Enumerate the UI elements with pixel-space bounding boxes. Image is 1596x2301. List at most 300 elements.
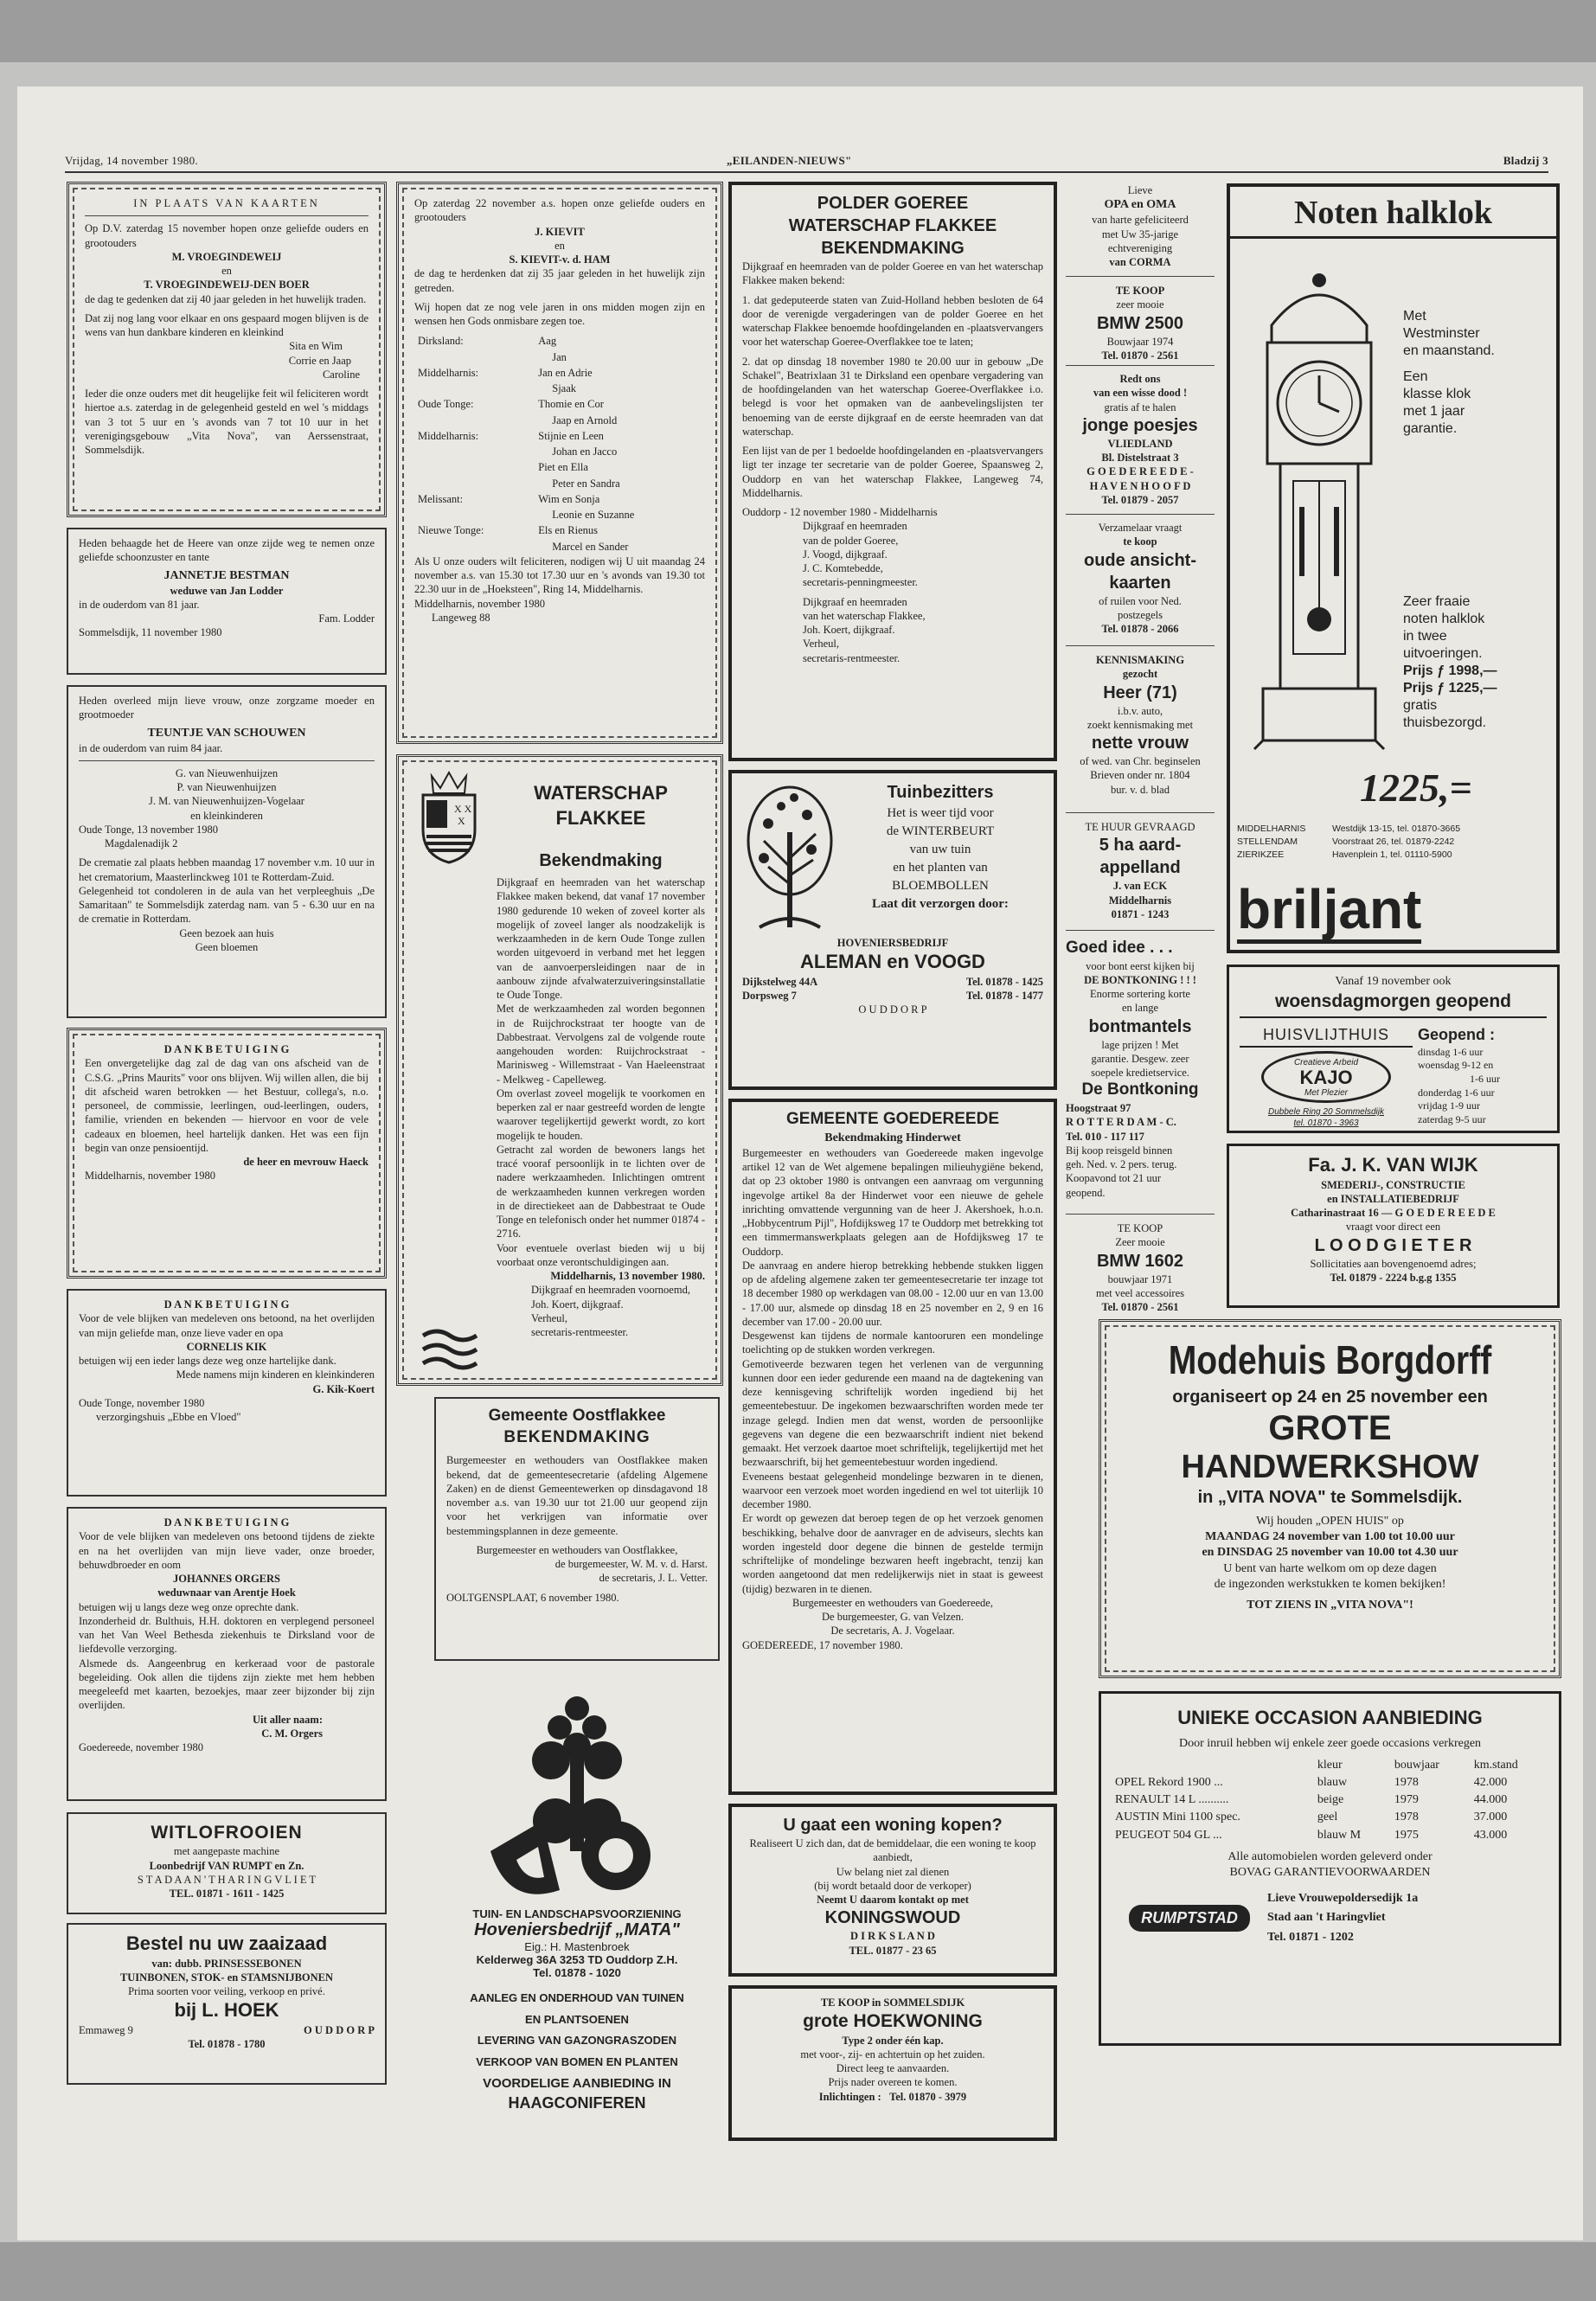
ad-place: O U D D O R P: [858, 1003, 927, 1016]
text-cell: 43.000: [1473, 1828, 1508, 1842]
ad-signature: J. C. Komtebedde,: [803, 562, 883, 574]
ad-place: verzorgingshuis „Ebbe en Vloed": [96, 1411, 241, 1423]
ad-title: appelland: [1099, 858, 1181, 878]
ad-text: Met de werkzaamheden zal worden begonnen in de Ruijchrockstraat ter hoogte van de Dabbestraat. Vervolgens zal de volgende route aangehouden worden: Ruijchrockstraat - Marinisweg - Willemstraat - Van Haeleenstraat - Melkweg - Capelleweg.: [497, 1003, 705, 1086]
ad-title: U gaat een woning kopen?: [783, 1816, 1003, 1835]
text-cell: [1112, 1757, 1314, 1774]
text-cell: 44.000: [1473, 1793, 1508, 1807]
ad-text: Een: [1403, 369, 1428, 384]
ad-name: JANNETJE BESTMAN: [163, 568, 290, 582]
ad-text: Burgemeester en wethouders van Goedereede maken ingevolge artikel 12 van de Wet algemene bepalingen milieuhygiëne bekend, dat op 23 oktober 1980 is ontvangen een aanvraag om vergunning ingevolge artikel 8a der Hinderwet voor een nieuwe de gehele inrichting omvattende vergunning van de heer J. Akershoek, h.o.n. „Hobbycentrum Pijl", Hofdijksweg 17 te Ouddorp met betrekking tot een timmermanswerkplaats gelegen aan de Hofdijksweg 17 te Ouddorp.: [742, 1146, 1043, 1258]
text-cell: Middelharnis:: [418, 366, 479, 379]
ad-signature: Dijkgraaf en heemraden: [803, 520, 907, 533]
ad-noten-halklok: [1227, 183, 1560, 953]
ad-phone: Tel. 01879 - 2224 b.g.g 1355: [1330, 1271, 1457, 1284]
ad-phone: TEL. 01871 - 1611 - 1425: [169, 1888, 285, 1900]
ad-text: Alle automobielen worden geleverd onder: [1227, 1849, 1433, 1863]
text-cell: geel: [1317, 1811, 1338, 1824]
ad-signature: secretaris-rentmeester.: [531, 1326, 629, 1339]
ad-text: 1. dat gedeputeerde staten van Zuid-Holland hebben besloten de 64 door de verenigde vergaderingen van de polder Goeree en het waterschap Flakkee benoemde hoofdingelanden en -plaatsvervangers voor het waterschap Goeree-Overflakkee toe te laten;: [742, 293, 1043, 349]
ad-dankbetuiging-orgers: [67, 1507, 387, 1801]
ad-text: Als U onze ouders wilt feliciteren, nodigen wij U uit maandag 24 november a.s. van 15.30 tot 17.30 uur en 's avonds van 19.30 tot 22.30 uur in de „Hoeksteen", Ring 14, Middelharnis.: [414, 554, 705, 596]
ad-text: soepele kredietservice.: [1091, 1067, 1189, 1080]
ad-title: nette vrouw: [1091, 734, 1189, 753]
ad-text: Vanaf 19 november ook: [1335, 975, 1452, 988]
ad-witlofrooien: [67, 1812, 387, 1914]
text-cell: Nieuwe Tonge:: [418, 524, 484, 537]
ad-place: R O T T E R D A M - C.: [1066, 1116, 1176, 1129]
ad-signature: Joh. Koert, dijkgraaf.: [803, 624, 895, 636]
ad-title: TE HUUR GEVRAAGD: [1085, 821, 1195, 833]
ad-modehuis-borgdorff: [1099, 1319, 1561, 1678]
ad-text: gezocht: [1122, 668, 1158, 681]
text-cell: 1978: [1394, 1775, 1419, 1789]
ad-text: Ieder die onze ouders met dit heugelijke feit wil feliciteren wordt hiertoe a.s. zaterdag in de gelegenheid gesteld en wel 's middags van 3 tot 5 uur en 's avonds van 7 tot 10 uur in het verenigingsgebouw „Vita Nova", van Aerssenstraat, Sommelsdijk.: [85, 388, 369, 456]
ad-phone: Tel. 01878 - 2066: [1101, 623, 1179, 635]
ad-text: Desgewenst kan tijdens de normale kantooruren een mondelinge toelichting op de stukken worden verkregen.: [742, 1330, 1043, 1356]
table-row: [1112, 1791, 1548, 1809]
svg-text:X: X: [458, 815, 465, 827]
ad-text: betuigen wij u langs deze weg onze oprechte dank.: [79, 1600, 299, 1613]
ad-text: BOVAG GARANTIEVOORWAARDEN: [1229, 1865, 1431, 1879]
text-cell: blauw: [1317, 1775, 1348, 1789]
ad-signature: Corrie en Jaap: [288, 354, 351, 367]
coat-of-arms-icon: [414, 769, 484, 864]
ad-text: zoekt kennismaking met: [1086, 718, 1194, 731]
text-cell: km.stand: [1473, 1758, 1518, 1772]
ad-text: thuisbezorgd.: [1403, 715, 1487, 730]
ad-title: WATERSCHAP FLAKKEE: [788, 216, 997, 235]
ad-waterschap-flakkee: [396, 754, 723, 1386]
text-cell: [414, 444, 535, 459]
ad-address: Bl. Distelstraat 3: [1101, 452, 1179, 464]
ad-title: WATERSCHAP: [534, 782, 668, 804]
ad-title: Hoveniersbedrijf „MATA": [474, 1920, 680, 1939]
header-page: Bladzij 3: [1503, 154, 1548, 167]
ad-place: GOEDEREEDE, 17 november 1980.: [742, 1638, 903, 1651]
text-cell: 1978: [1394, 1811, 1419, 1824]
ad-signature: van de polder Goeree,: [803, 534, 899, 547]
ad-text: Laat dit verzorgen door:: [872, 897, 1009, 911]
ad-text: Op D.V. zaterdag 15 november hopen onze geliefde ouders en grootouders: [85, 222, 369, 249]
newspaper-page: [17, 87, 1583, 2240]
text-cell: Wim en Sonja: [538, 492, 600, 505]
ad-place: Stad aan 't Haringvliet: [1267, 1911, 1386, 1925]
ad-title: Heer (71): [1103, 683, 1177, 702]
header-date: Vrijdag, 14 november 1980.: [65, 154, 198, 167]
ad-text: Om overlast zoveel mogelijk te voorkomen en beperken zal er naar gestreefd worden de lengte waarover tegelijkertijd gewerkt wordt, zo kort mogelijk te houden.: [497, 1086, 705, 1142]
ad-title: KENNISMAKING: [1095, 654, 1185, 666]
ad-title: L O O D G I E T E R: [1314, 1235, 1472, 1255]
ad-van-schouwen: [67, 685, 387, 1018]
ad-text: S T A D A A N ' T H A R I N G V L I E T: [137, 1873, 317, 1886]
ad-place: O U D D O R P: [304, 2023, 375, 2036]
ad-text: weduwnaar van Arentje Hoek: [157, 1586, 296, 1599]
ad-text: van harte gefeliciteerd: [1092, 214, 1189, 227]
ad-name: T. VROEGINDEWEIJ-DEN BOER: [144, 279, 310, 292]
header-paper: „EILANDEN-NIEUWS": [727, 154, 852, 167]
ad-place: D I R K S L A N D: [850, 1930, 935, 1943]
ad-text: BLOEMBOLLEN: [892, 879, 989, 893]
ad-text: in „VITA NOVA" te Sommelsdijk.: [1197, 1488, 1463, 1507]
ad-van-wijk: [1227, 1144, 1560, 1308]
ad-text: geh. Ned. v. 2 pers. terug.: [1066, 1158, 1177, 1171]
ad-text: geopend.: [1066, 1186, 1106, 1199]
ad-text: en lange: [1122, 1002, 1158, 1015]
ad-text: Direct leeg te aanvaarden.: [836, 2062, 950, 2075]
ad-place: Oude Tonge, november 1980: [79, 1396, 205, 1409]
ad-signature: de heer en mevrouw Haeck: [243, 1156, 369, 1168]
ad-address: Dijkstelweg 44A: [742, 975, 818, 988]
ad-text: Koopavond tot 21 uur: [1066, 1172, 1162, 1185]
ad-title: TE KOOP: [1115, 285, 1165, 297]
ad-title: POLDER GOEREE: [817, 194, 969, 213]
ad-signature: G. Kik-Koert: [312, 1382, 375, 1395]
ad-text: Op zaterdag 22 november a.s. hopen onze geliefde ouders en grootouders: [414, 197, 705, 224]
ad-text: De aanvraag en andere hierop betrekking hebbende stukken liggen op de afdeling algemene zaken ter gemeentesecretarie ter inzage tot 18 december 1980 op werkdagen van 08.00 - 12.00 uur en van 13.00 - 17.00 uur, alsmede op dinsdag 18 en 25 november en 2, 9 en 16 december van 17.00 - 20.00 uur.: [742, 1259, 1043, 1328]
ad-title: D A N K B E T U I G I N G: [163, 1043, 290, 1055]
ad-text: echtvereniging: [1107, 241, 1173, 254]
ad-company: De Bontkoning: [1081, 1080, 1199, 1099]
ad-text: TUIN- EN LANDSCHAPSVOORZIENING: [472, 1907, 682, 1920]
ad-kievit: [396, 182, 723, 744]
ad-text: MAANDAG 24 november van 1.00 tot 10.00 uur: [1205, 1530, 1455, 1544]
text-cell: 42.000: [1473, 1775, 1508, 1789]
ad-dankbetuiging-kik: [67, 1289, 387, 1497]
text-cell: kleur: [1317, 1758, 1343, 1772]
ad-text: U bent van harte welkom om op deze dagen: [1223, 1561, 1437, 1575]
ad-place: H A V E N H O O F D: [1089, 479, 1191, 492]
ad-text: de ingezonden werkstukken te komen bekijken!: [1214, 1577, 1446, 1591]
text-cell: Stijnie en Leen: [538, 429, 604, 442]
ad-text: Bij koop reisgeld binnen: [1066, 1144, 1173, 1157]
ad-signature: C. M. Orgers: [261, 1727, 323, 1740]
ad-place: Oude Tonge, 13 november 1980: [79, 823, 219, 836]
ad-text: betuigen wij een ieder langs deze weg onze hartelijke dank.: [79, 1355, 337, 1367]
ad-address: Kelderweg 36A 3253 TD Ouddorp Z.H.: [476, 1953, 678, 1966]
text-cell: 1975: [1394, 1828, 1419, 1842]
ad-text: met aangepaste machine: [173, 1845, 280, 1858]
ad-text: Eig.: H. Mastenbroek: [524, 1940, 630, 1953]
ad-text: zeer mooie: [1116, 298, 1164, 311]
text-cell: beige: [1317, 1793, 1344, 1807]
ad-text: en: [554, 239, 565, 252]
ad-title: HANDWERKSHOW: [1181, 1449, 1479, 1485]
ad-title: TE KOOP: [1117, 1222, 1163, 1234]
ad-place: OOLTGENSPLAAT, 6 november 1980.: [446, 1591, 619, 1604]
ad-price: Prijs ƒ 1998,—: [1403, 663, 1497, 678]
ad-text: Door inruil hebben wij enkele zeer goede occasions verkregen: [1178, 1736, 1482, 1750]
table-row: [1112, 1827, 1548, 1844]
ad-text: van uw tuin: [909, 843, 971, 856]
ad-text: (bij wordt betaald door de verkoper): [814, 1879, 971, 1892]
ad-text: garantie. Desgew. zeer: [1091, 1052, 1189, 1065]
ad-poesjes: [1066, 372, 1215, 515]
ad-text: LEVERING VAN GAZONGRASZODEN: [477, 2034, 677, 2048]
ad-phone: TEL. 01877 - 23 65: [849, 1944, 937, 1957]
ad-place: Sommelsdijk, 11 november 1980: [79, 626, 222, 639]
ad-name: J. van ECK: [1112, 880, 1168, 893]
ad-address: Emmaweg 9: [79, 2023, 133, 2036]
ad-text: Gelegenheid tot condoleren in de aula van het verpleeghuis „De Samaritaan" te Sommelsdijk zaterdag nam. van 5 - 6.30 uur en na de crematie in Rotterdam.: [79, 884, 375, 926]
ad-text: en DINSDAG 25 november van 10.00 tot 4.30 uur: [1202, 1546, 1458, 1560]
ad-title: Redt ons: [1119, 373, 1161, 385]
ad-address: Dubbele Ring 20 Sommelsdijk: [1268, 1106, 1384, 1117]
ad-phone: Tel. 01870 - 3979: [889, 2090, 967, 2103]
ad-text: Voor eventuele overlast bieden wij u bij voorbaat onze verontschuldigingen aan.: [497, 1241, 705, 1268]
ad-text: en INSTALLATIEBEDRIJF: [1327, 1192, 1459, 1205]
ad-text: en maanstand.: [1403, 343, 1495, 358]
ad-phone: Tel. 01878 - 1425: [965, 975, 1043, 988]
ad-text: met 1 jaar: [1403, 404, 1465, 419]
ad-signature: en kleinkinderen: [190, 809, 263, 822]
ad-text: met voor-, zij- en achtertuin op het zuiden.: [800, 2048, 985, 2061]
ad-name: S. KIEVIT-v. d. HAM: [509, 253, 611, 266]
ad-text: Loonbedrijf VAN RUMPT en Zn.: [149, 1859, 304, 1872]
ad-text: en: [221, 265, 232, 277]
ad-text: Dat zij nog lang voor elkaar en ons gespaard mogen blijven is de wens van hun dankbare kinderen en kleinkind: [85, 311, 369, 338]
ad-tuinbezitters: [728, 770, 1057, 1090]
ad-company: ALEMAN en VOOGD: [800, 951, 985, 973]
ad-text: Prima soorten voor veiling, verkoop en privé.: [128, 1985, 325, 1998]
ad-title: D A N K B E T U I G I N G: [163, 1516, 290, 1529]
ad-text: in de ouderdom van 81 jaar.: [79, 598, 200, 611]
ad-text: Het is weer tijd voor: [887, 806, 994, 820]
ad-phone: Tel. 01870 - 2561: [1101, 349, 1179, 362]
ad-title: woensdagmorgen geopend: [1240, 990, 1547, 1018]
shop-logo-text: KAJO: [1299, 1066, 1353, 1088]
ad-title: WITLOFROOIEN: [151, 1823, 303, 1843]
ad-text: TOT ZIENS IN „VITA NOVA"!: [1247, 1598, 1413, 1612]
ad-text: Wij hopen dat ze nog vele jaren in ons midden mogen zijn en wensen hen Gods onmisbare zegen toe.: [414, 300, 705, 327]
ad-aardappelland: [1066, 820, 1215, 931]
ad-text: vraagt voor direct een: [1345, 1221, 1441, 1234]
occasion-table: [1112, 1757, 1548, 1844]
ad-signature: de burgemeester, W. M. v. d. Harst.: [554, 1558, 708, 1571]
ad-text: de dag te herdenken dat zij 35 jaar geleden in het huwelijk zijn getreden.: [414, 267, 705, 294]
ad-text: Heden behaagde het de Heere van onze zijde weg te nemen onze geliefde schoonzuster en tante: [79, 537, 375, 564]
ad-text: met Uw 35-jarige: [1101, 228, 1179, 240]
ad-text: Dijkgraaf en heemraden van het waterschap Flakkee maken bekend, dat vanaf 17 november 1980 gedurende 10 weken of zoveel korter als mogelijk of zoveel langer als noodzakelijk is werkzaamheden in de kern Oude Tonge zullen worden uitgevoerd in verband met het leggen van de aanvoerpersleidingen naar de in aanbouw zijnde afvalwaterzuiveringsinstallatie te Oude Tonge.: [497, 876, 705, 1002]
ad-signature: Sita en Wim: [289, 340, 343, 353]
text-cell: [414, 539, 535, 554]
text-cell: Peter en Sandra: [552, 477, 620, 490]
ad-signature: P. van Nieuwenhuijzen: [176, 781, 277, 794]
ad-text: HAAGCONIFEREN: [508, 2093, 646, 2112]
ad-bmw-1602: [1066, 1221, 1215, 1324]
ad-title: oude ansicht-: [1083, 550, 1196, 570]
ad-title: Geopend :: [1418, 1026, 1495, 1044]
ad-title: BMW 2500: [1096, 313, 1184, 333]
ad-phone: tel. 01870 - 3963: [1293, 1118, 1359, 1128]
ad-phone: Tel. 01878 - 1477: [965, 990, 1043, 1003]
table-row: [1112, 1774, 1548, 1791]
text-cell: Aag: [538, 335, 557, 348]
ad-text: Zeer fraaie: [1403, 594, 1471, 609]
waves-icon: [420, 1325, 480, 1377]
ad-signature: secretaris-penningmeester.: [803, 576, 918, 589]
ad-text: 2. dat op dinsdag 18 november 1980 te 20.00 uur in gebouw „De Schakel", Beatrixlaan 31 te Dirksland een openbare vergadering van de hoofdingelanden van het waterschap Goeree-Overflakkee i.o. belegd is voor het opmaken van de aanbevelingslijsten ter benoeming van de eerste dijkgraaf en de eerste heemraden van dat waterschap.: [742, 355, 1043, 438]
ad-text: Eveneens bestaat gelegenheid mondelinge bezwaren in te dienen, waarvoor een verzoek moet worden ingediend en wel tot uiterlijk 10 december 1980.: [742, 1470, 1043, 1511]
ad-text: bur. v. d. blad: [1111, 783, 1170, 796]
ad-signature: van CORMA: [1109, 256, 1171, 269]
ad-title: IN PLAATS VAN KAARTEN: [133, 197, 320, 209]
ad-text: de dag te gedenken dat zij 40 jaar geleden in het huwelijk traden.: [85, 292, 367, 305]
ad-title: TE KOOP in SOMMELSDIJK: [820, 1997, 965, 2009]
ad-text: weduwe van Jan Lodder: [170, 584, 284, 597]
ad-text: Inlichtingen :: [818, 2090, 881, 2103]
text-cell: Jan en Adrie: [538, 366, 593, 379]
ad-text: van een wisse dood !: [1093, 387, 1188, 400]
ad-signature: De secretaris, A. J. Vogelaar.: [830, 1625, 955, 1638]
rumptstad-logo: RUMPTSTAD: [1129, 1905, 1250, 1932]
ad-signature: De burgemeester, G. van Velzen.: [822, 1611, 964, 1624]
ad-title: GEMEENTE GOEDEREEDE: [786, 1110, 999, 1128]
text-cell: PEUGEOT 504 GL ...: [1115, 1828, 1222, 1842]
ad-text: te koop: [1123, 535, 1157, 548]
text-cell: RENAULT 14 L ..........: [1115, 1793, 1229, 1807]
text-cell: Piet en Ella: [538, 461, 588, 474]
text-cell: Marcel en Sander: [552, 540, 629, 553]
ad-address: Hoogstraat 97: [1066, 1102, 1131, 1115]
ad-title: Modehuis Borgdorff: [1168, 1337, 1492, 1382]
text-cell: Middelharnis:: [418, 429, 479, 442]
ad-address: Langeweg 88: [432, 611, 490, 624]
ad-text: Realiseert U zich dan, dat de bemiddelaar, die een woning te koop aanbiedt,: [749, 1837, 1036, 1864]
ad-bmw-2500: [1066, 284, 1215, 366]
text-cell: [414, 349, 535, 365]
text-cell: [414, 381, 535, 396]
ad-text: Voor de vele blijken van medeleven ons betoond tijdens de ziekte en na het overlijden van mijn lieve vader, onze broeder, behuwdbroeder en oom: [79, 1530, 375, 1571]
ad-huisvlijthuis: [1227, 965, 1560, 1133]
ad-polder-goeree: [728, 182, 1057, 761]
ad-text: Mede namens mijn kinderen en kleinkinderen: [176, 1368, 375, 1381]
ad-text: gratis: [1403, 698, 1438, 713]
text-cell: Melissant:: [418, 492, 464, 505]
tree-icon: [742, 780, 837, 936]
ad-place: Ouddorp - 12 november 1980 - Middelharnis: [742, 506, 938, 518]
store-address: Voorstraat 26, tel. 01879-2242: [1332, 836, 1455, 848]
text-cell: Leonie en Suzanne: [552, 509, 635, 521]
ad-text: bouwjaar 1971: [1107, 1272, 1173, 1285]
ad-title: Tuinbezitters: [887, 783, 994, 802]
opening-hours: vrijdag 1-9 uur: [1418, 1099, 1480, 1112]
brand-logo: briljant: [1237, 879, 1421, 944]
ad-text: noten halklok: [1403, 612, 1485, 626]
ad-subtitle: Bekendmaking: [539, 851, 663, 871]
ad-text: of wed. van Chr. beginselen: [1080, 755, 1201, 767]
ad-text: postzegels: [1117, 608, 1163, 621]
ad-text: Zeer mooie: [1115, 1236, 1165, 1249]
ad-text: Enorme sortering korte: [1090, 988, 1190, 1001]
ad-text: Burgemeester en wethouders van Goedereede,: [792, 1596, 993, 1609]
ad-signature: J. M. van Nieuwenhuijzen-Vogelaar: [149, 795, 304, 808]
ad-title: OPA en OMA: [1104, 198, 1176, 212]
ad-title: jonge poesjes: [1082, 415, 1198, 435]
ad-text: Westminster: [1403, 326, 1480, 341]
ad-text: DE BONTKONING ! ! !: [1084, 973, 1196, 986]
cloverleaf-logo-icon: [465, 1674, 689, 1907]
ad-phone: Tel. 01879 - 2057: [1101, 493, 1179, 506]
ad-place: Middelharnis, november 1980: [414, 597, 546, 610]
ad-signature: G. van Nieuwenhuijzen: [175, 766, 279, 779]
ad-zaaizaad: [67, 1923, 387, 2085]
ad-title: D A N K B E T U I G I N G: [163, 1298, 290, 1311]
ad-text: Met: [1403, 309, 1426, 324]
ad-title: 5 ha aard-: [1099, 836, 1182, 856]
ad-place: Middelharnis, 13 november 1980.: [550, 1270, 705, 1283]
ad-text: Verzamelaar vraagt: [1098, 522, 1183, 534]
ad-text: Uit aller naam:: [252, 1713, 323, 1726]
ad-name: VLIEDLAND: [1107, 437, 1173, 450]
ad-text: Inzonderheid dr. Bulthuis, H.H. doktoren en verplegend personeel van het Van Weel Bethesda ziekenhuis te Dirksland voor de liefdevolle verzorging.: [79, 1614, 375, 1656]
ad-title: BMW 1602: [1096, 1251, 1184, 1271]
ad-vroegindeweij: [67, 182, 387, 517]
text-cell: bouwjaar: [1394, 1758, 1439, 1772]
ad-name: J. KIEVIT: [535, 225, 585, 238]
ad-signature: de secretaris, J. L. Vetter.: [599, 1572, 708, 1585]
ad-signature: Caroline: [322, 368, 360, 381]
ad-place: Magdalenadijk 2: [105, 837, 178, 850]
text-cell: AUSTIN Mini 1100 spec.: [1115, 1811, 1240, 1824]
header-rule: [65, 171, 1548, 173]
ad-text: Uw belang niet zal dienen: [836, 1865, 950, 1878]
ad-text: lage prijzen ! Met: [1101, 1038, 1179, 1051]
opening-hours: 1-6 uur: [1470, 1073, 1500, 1086]
ad-text: TUINBONEN, STOK- en STAMSNIJBONEN: [119, 1971, 334, 1984]
ad-text: Sollicitaties aan bovengenoemd adres;: [1310, 1257, 1477, 1270]
table-row: [1112, 1809, 1548, 1826]
shop-logo-text: Met Plezier: [1304, 1087, 1348, 1098]
ad-title: kaarten: [1109, 573, 1171, 593]
ad-text: met veel accessoires: [1095, 1286, 1185, 1299]
ad-signature: Dijkgraaf en heemraden voornoemd,: [531, 1284, 690, 1297]
ad-subtitle: BEKENDMAKING: [821, 239, 965, 258]
ad-address: Catharinastraat 16 — G O E D E R E E D E: [1291, 1207, 1496, 1220]
ad-place: Goedereede, november 1980: [79, 1741, 204, 1753]
ad-title: Fa. J. K. VAN WIJK: [1308, 1154, 1478, 1176]
ad-title: bontmantels: [1088, 1016, 1192, 1036]
ad-name: CORNELIS KIK: [186, 1340, 267, 1353]
ad-phone: Tel. 01870 - 2561: [1101, 1301, 1179, 1313]
ad-phone: Tel. 01878 - 1020: [533, 1966, 621, 1979]
ad-place: Middelharnis: [1108, 894, 1172, 907]
text-cell: Johan en Jacco: [552, 445, 618, 458]
text-cell: 1979: [1394, 1793, 1419, 1807]
ad-text: VERKOOP VAN BOMEN EN PLANTEN: [476, 2055, 678, 2069]
ad-dankbetuiging-haeck: [67, 1028, 387, 1279]
ad-text: Voor de vele blijken van medeleven ons betoond, na het overlijden van mijn geliefde man, onze lieve vader en opa: [79, 1312, 375, 1339]
ad-text: en het planten van: [893, 861, 988, 875]
ad-text: Gemotiveerde bezwaren tegen het verlenen van de vergunning kunnen door een ieder gedurende een maand na de dagtekening van deze kennisgeving schriftelijk worden ingediend bij het gemeentebestuur. De ingekomen bezwaarschriften worden mede ter inzage gelegd. Indien men dat wenst, worden de persoonlijke gegevens van degene die een bezwaarschrift indient niet bekend gemaakt. Het verzoek daartoe moet schriftelijk, tegelijkertijd met het bezwaarschrift, bij het gemeentebestuur worden ingediend.: [742, 1357, 1043, 1469]
ad-text: Burgemeester en wethouders van Oostflakkee maken bekend, dat de gemeentesecretarie (afdeling Algemene Zaken) en de dienst Gemeentewerken op dinsdagavond 18 november a.s. van 19.30 uur tot 21.00 uur geopend zijn voor het verkrijgen van informatie over bestemmingsplannen in deze gemeente.: [446, 1454, 708, 1537]
ad-text: gratis af te halen: [1104, 401, 1176, 413]
ad-hoekwoning: [728, 1985, 1057, 2141]
text-cell: [414, 413, 535, 428]
text-cell: Jaap en Arnold: [552, 413, 618, 426]
ad-address: Dorpsweg 7: [742, 990, 797, 1003]
text-cell: blauw M: [1317, 1828, 1362, 1842]
ad-text: SMEDERIJ-, CONSTRUCTIE: [1321, 1178, 1465, 1191]
svg-text:X X: X X: [454, 803, 472, 815]
ad-text: Type 2 onder één kap.: [842, 2034, 944, 2047]
ad-phone: Tel. 010 - 117 117: [1066, 1130, 1144, 1143]
ad-kennismaking: [1066, 653, 1215, 813]
ad-text: Wij houden „OPEN HUIS" op: [1256, 1515, 1404, 1528]
text-cell: [414, 476, 535, 491]
ad-title: FLAKKEE: [555, 806, 646, 829]
ad-signature: Dijkgraaf en heemraden: [803, 595, 907, 608]
